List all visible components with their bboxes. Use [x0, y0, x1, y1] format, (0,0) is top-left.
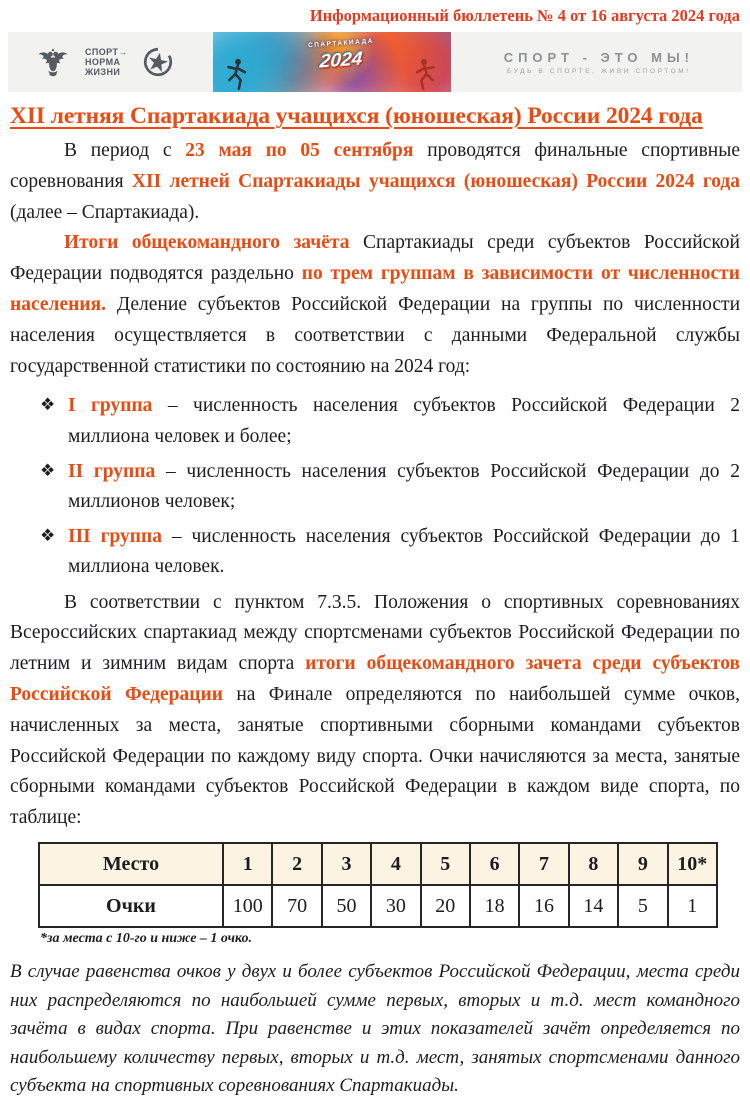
logo-line-3: ЖИЗНИ [85, 67, 121, 78]
diamond-bullet-icon: ❖ [40, 460, 56, 480]
points-cell: 18 [470, 885, 519, 927]
collage-brand-text: СПАРТАКИАДА [308, 37, 375, 50]
place-cell: 9 [618, 843, 667, 885]
place-cell: 4 [371, 843, 420, 885]
tiebreak-note: В случае равенства очков у двух и более субъектов Российской Федерации, места среди них распределяются по наибольшей сумме первых, вторых и т.д. мест командного зачёта в видах спорта. При равенстве и этих показателей зачёт определяется по наибольшему количеству первых, вторых и т.д. мест, занятых спортсменами данного субъекта на спортивных соревнованиях Спартакиады. [10, 961, 740, 1097]
place-cell: 2 [272, 843, 321, 885]
diamond-bullet-icon: ❖ [40, 526, 56, 546]
place-cell: 8 [569, 843, 618, 885]
group-1-text: I группа – численность населения субъектов Российской Федерации 2 миллиона человек и более; [68, 395, 740, 447]
population-groups-list [40, 391, 740, 582]
place-cell: 7 [519, 843, 568, 885]
points-cell: 5 [618, 885, 667, 927]
place-cell: 3 [322, 843, 371, 885]
page-title: XII летняя Спартакиада учащихся (юношеская) России 2024 года [10, 103, 703, 129]
slogan-block [504, 50, 694, 75]
logo-line-1: СПОРТ→ [85, 46, 128, 57]
points-cell: 14 [569, 885, 618, 927]
place-cell: 1 [223, 843, 272, 885]
points-cell: 100 [223, 885, 272, 927]
place-cell: 10* [668, 843, 717, 885]
points-cell: 20 [421, 885, 470, 927]
eagle-emblem-icon [34, 45, 72, 79]
slogan-text: СПОРТ - ЭТО МЫ! [503, 49, 694, 65]
place-cell: 6 [470, 843, 519, 885]
table-header-place: Место [39, 843, 223, 885]
points-cell: 30 [371, 885, 420, 927]
table-row-places [39, 843, 717, 885]
points-table [38, 842, 718, 928]
collage-year-text: 2024 [319, 48, 364, 73]
points-cell: 70 [272, 885, 321, 927]
points-cell: 50 [322, 885, 371, 927]
list-item-group-3 [40, 522, 740, 582]
document-content [0, 103, 750, 1101]
bulletin-header: Информационный бюллетень № 4 от 16 августа 2024 года [309, 6, 740, 25]
diamond-bullet-icon: ❖ [40, 395, 56, 415]
table-row-points [39, 885, 717, 927]
paragraph-points-rule: В соответствии с пунктом 7.3.5. Положения о спортивных соревнованиях Всероссийских спартакиад между спортсменами субъектов Российской Федерации по летним и зимним видам спорта итоги общекомандного зачета среди субъектов Российской Федерации на Финале определяются по наибольшей сумме очков, начисленных за места, занятые спортивными сборными командами субъектов Российской Федерации по каждому виду спорта. Очки начисляются за места, занятые сборными командами субъектов Российской Федерации в каждом виде спорта, по таблице: [10, 591, 740, 829]
header-banner [8, 32, 742, 92]
table-footnote: *за места с 10-го и ниже – 1 очко. [40, 931, 252, 947]
points-cell: 1 [668, 885, 717, 927]
paragraph-standings-rules: Итоги общекомандного зачёта Спартакиады среди субъектов Российской Федерации подводятся раздельно по трем группам в зависимости от численности населения. Деление субъектов Российской Федерации на группы по численности населения осуществляется в соответствии с данными Федеральной службы государственной статистики по состоянию на 2024 год: [10, 232, 740, 377]
list-item-group-1 [40, 391, 740, 451]
list-item-group-2 [40, 457, 740, 517]
sport-norma-zhizni-logo [85, 47, 128, 77]
star-circle-logo-icon [141, 45, 175, 79]
spartakiada-collage-image [213, 32, 451, 92]
slogan-subtext: БУДЬ В СПОРТЕ, ЖИВИ СПОРТОМ! [507, 67, 691, 75]
paragraph-period: В период с 23 мая по 05 сентября проводятся финальные спортивные соревнования XII летней Спартакиады учащихся (юношеская) России 2024 года (далее – Спартакиада). [10, 140, 740, 223]
ministry-logo-group [8, 45, 175, 79]
group-3-text: III группа – численность населения субъектов Российской Федерации до 1 миллиона человек. [68, 526, 740, 578]
table-header-points: Очки [39, 885, 223, 927]
points-cell: 16 [519, 885, 568, 927]
logo-line-2: НОРМА [85, 56, 121, 67]
group-2-text: II группа – численность населения субъектов Российской Федерации до 2 миллионов человек; [68, 460, 740, 513]
place-cell: 5 [421, 843, 470, 885]
